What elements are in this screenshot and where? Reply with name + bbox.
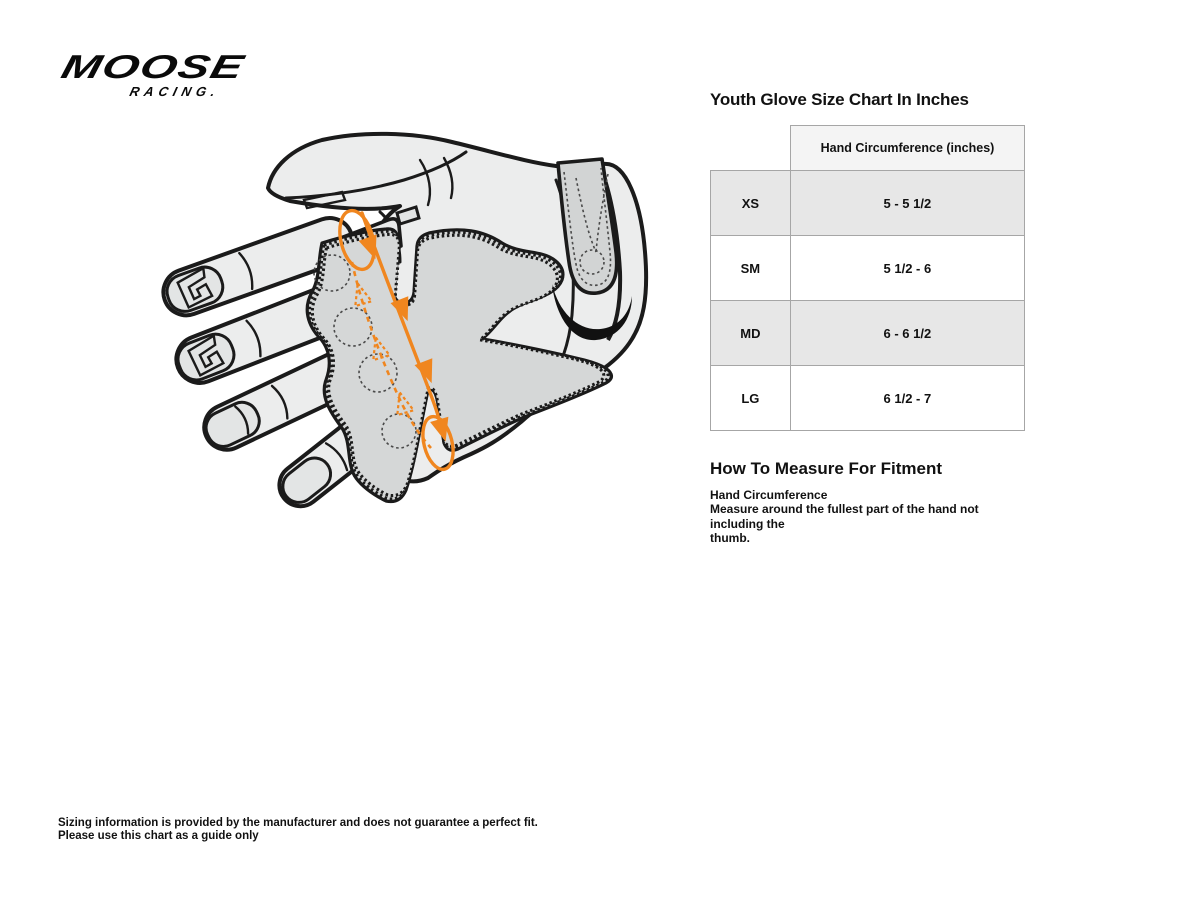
size-chart-table <box>710 125 1025 431</box>
circumference-cell: 6 1/2 - 7 <box>883 390 932 406</box>
measure-instructions-line1: Measure around the fullest part of the hand not including the <box>710 502 979 531</box>
table-row <box>710 365 1025 431</box>
table-header-empty-cell <box>710 125 790 171</box>
table-row <box>710 300 1025 366</box>
size-cell: SM <box>711 236 791 300</box>
size-cell: XS <box>711 171 791 235</box>
size-chart-panel <box>710 90 1026 546</box>
size-cell: LG <box>711 366 791 430</box>
measure-section-title: How To Measure For Fitment <box>710 459 943 478</box>
circumference-cell: 6 - 6 1/2 <box>883 325 932 341</box>
table-row <box>710 170 1025 236</box>
table-row <box>710 235 1025 301</box>
table-header-row <box>710 125 1025 171</box>
size-table-body <box>710 170 1025 431</box>
size-cell: MD <box>711 301 791 365</box>
size-chart-title: Youth Glove Size Chart In Inches <box>710 90 969 109</box>
brand-logo-racing: RACING. <box>128 84 222 99</box>
table-header-circumference: Hand Circumference (inches) <box>790 125 1025 171</box>
footer-disclaimer <box>58 817 538 843</box>
circumference-cell: 5 1/2 - 6 <box>883 260 932 276</box>
brand-logo <box>58 50 258 99</box>
brand-logo-moose: MOOSE <box>57 48 249 85</box>
footer-disclaimer-line1: Sizing information is provided by the manufacturer and does not guarantee a perfect fit. <box>58 817 538 829</box>
measure-subtitle: Hand Circumference <box>710 488 828 502</box>
glove-measurement-illustration <box>140 110 700 530</box>
measure-instructions-line2: thumb. <box>710 531 750 545</box>
measure-instructions <box>710 502 1026 546</box>
footer-disclaimer-line2: Please use this chart as a guide only <box>58 830 259 842</box>
circumference-cell: 5 - 5 1/2 <box>883 195 932 211</box>
